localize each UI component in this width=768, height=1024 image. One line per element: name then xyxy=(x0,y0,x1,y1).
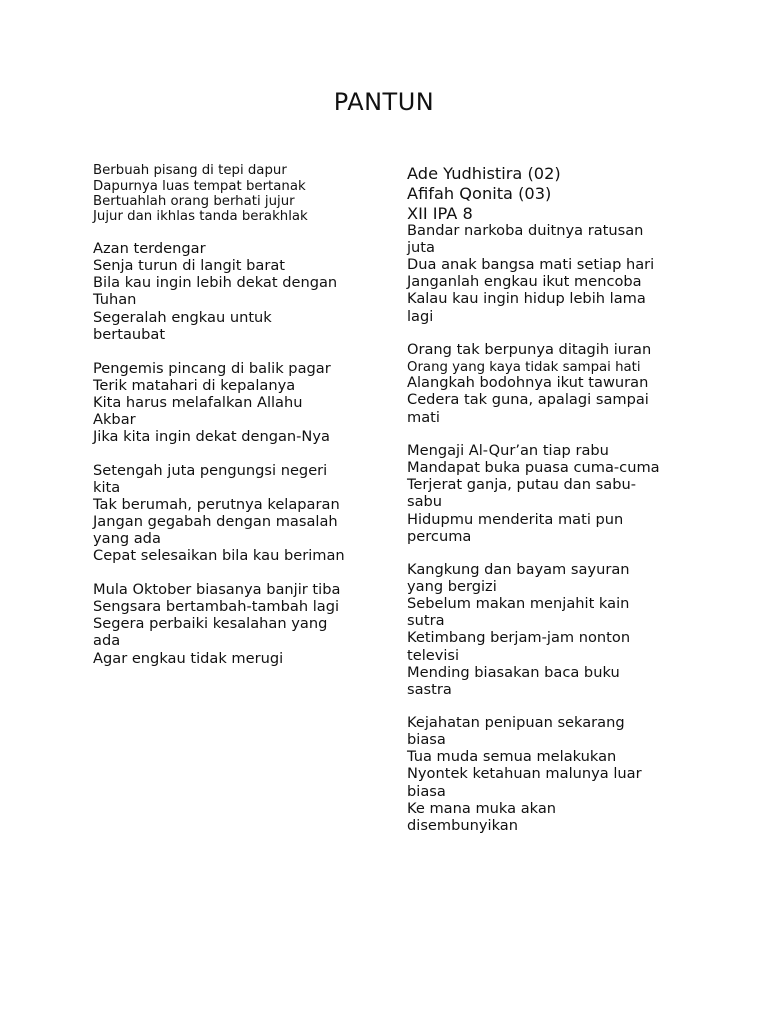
verse-line: Hidupmu menderita mati pun xyxy=(407,511,624,528)
verse-line: sastra xyxy=(407,681,452,698)
verse-line: Janganlah engkau ikut mencoba xyxy=(407,273,642,290)
verse-line: disembunyikan xyxy=(407,817,518,834)
verse-line: ada xyxy=(93,632,121,649)
verse-line: Bandar narkoba duitnya ratusan xyxy=(407,222,644,239)
verse-line: Jangan gegabah dengan masalah xyxy=(93,513,338,530)
verse-line: Kita harus melafalkan Allahu xyxy=(93,394,303,411)
verse-line: Mending biasakan baca buku xyxy=(407,664,620,681)
verse-line: Segeralah engkau untuk xyxy=(93,309,272,326)
document-title: PANTUN xyxy=(333,88,435,116)
verse-line: Tuhan xyxy=(93,291,137,308)
verse-line: Dapurnya luas tempat bertanak xyxy=(93,179,306,194)
verse-line: Orang yang kaya tidak sampai hati xyxy=(407,360,641,375)
verse-line: Terjerat ganja, putau dan sabu- xyxy=(407,476,636,493)
verse-line: televisi xyxy=(407,647,460,664)
verse-line: Nyontek ketahuan malunya luar xyxy=(407,765,642,782)
verse-line: Mengaji Al-Qur’an tiap rabu xyxy=(407,442,609,459)
verse-line: Dua anak bangsa mati setiap hari xyxy=(407,256,655,273)
verse-line: sutra xyxy=(407,612,445,629)
verse-line: Terik matahari di kepalanya xyxy=(93,377,296,394)
verse-line: biasa xyxy=(407,731,446,748)
verse-line: mati xyxy=(407,409,440,426)
author-name-2: Afifah Qonita (03) xyxy=(407,184,552,203)
author-name-1: Ade Yudhistira (02) xyxy=(407,164,561,183)
verse-line: Jujur dan ikhlas tanda berakhlak xyxy=(93,209,308,224)
verse-line: Cepat selesaikan bila kau beriman xyxy=(93,547,345,564)
verse-line: Agar engkau tidak merugi xyxy=(93,650,284,667)
verse-line: lagi xyxy=(407,308,434,325)
verse-line: Orang tak berpunya ditagih iuran xyxy=(407,341,652,358)
verse-line: biasa xyxy=(407,783,446,800)
verse-line: Mandapat buka puasa cuma-cuma xyxy=(407,459,660,476)
verse-line: Mula Oktober biasanya banjir tiba xyxy=(93,581,341,598)
verse-line: percuma xyxy=(407,528,472,545)
verse-line: Ke mana muka akan xyxy=(407,800,557,817)
verse-line: Jika kita ingin dekat dengan-Nya xyxy=(93,428,330,445)
verse-line: Senja turun di langit barat xyxy=(93,257,285,274)
verse-line: sabu xyxy=(407,493,443,510)
verse-line: Kejahatan penipuan sekarang xyxy=(407,714,625,731)
verse-line: kita xyxy=(93,479,121,496)
class-label: XII IPA 8 xyxy=(407,204,473,223)
verse-line: Sengsara bertambah-tambah lagi xyxy=(93,598,340,615)
verse-line: Berbuah pisang di tepi dapur xyxy=(93,163,287,178)
verse-line: Bertuahlah orang berhati jujur xyxy=(93,194,295,209)
verse-line: bertaubat xyxy=(93,326,166,343)
verse-line: yang ada xyxy=(93,530,161,547)
verse-line: Kangkung dan bayam sayuran xyxy=(407,561,630,578)
verse-line: Sebelum makan menjahit kain xyxy=(407,595,630,612)
verse-line: Cedera tak guna, apalagi sampai xyxy=(407,391,649,408)
verse-line: Akbar xyxy=(93,411,136,428)
verse-line: Ketimbang berjam-jam nonton xyxy=(407,629,631,646)
verse-line: juta xyxy=(407,239,435,256)
verse-line: Tak berumah, perutnya kelaparan xyxy=(93,496,340,513)
verse-line: Tua muda semua melakukan xyxy=(407,748,617,765)
verse-line: Pengemis pincang di balik pagar xyxy=(93,360,331,377)
verse-line: Alangkah bodohnya ikut tawuran xyxy=(407,374,649,391)
verse-line: Kalau kau ingin hidup lebih lama xyxy=(407,290,646,307)
verse-line: Bila kau ingin lebih dekat dengan xyxy=(93,274,338,291)
verse-line: Segera perbaiki kesalahan yang xyxy=(93,615,328,632)
verse-line: Azan terdengar xyxy=(93,240,206,257)
verse-line: Setengah juta pengungsi negeri xyxy=(93,462,328,479)
verse-line: yang bergizi xyxy=(407,578,497,595)
